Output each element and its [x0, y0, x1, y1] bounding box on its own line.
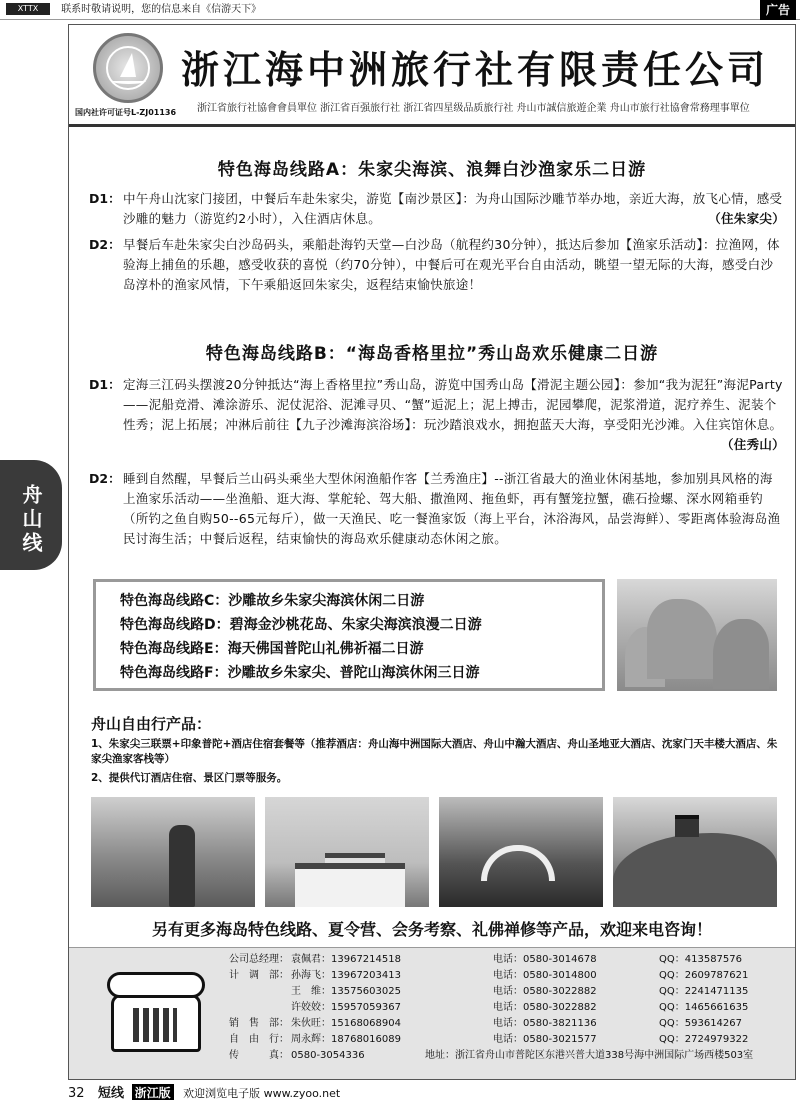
- ad-label: 广告: [760, 0, 796, 20]
- contact-role: 自 由 行：: [229, 1034, 289, 1045]
- guanyin-statue-photo: [91, 797, 255, 907]
- route-a-title: 特色海岛线路A：朱家尖海滨、浪舞白沙渔家乐二日游: [217, 160, 647, 180]
- contact-tel: 电话：0580-3021577: [493, 1034, 597, 1045]
- company-name: 浙江海中洲旅行社有限责任公司: [181, 48, 770, 92]
- telephone-icon: [107, 964, 207, 1060]
- contact-role: 公司总经理：: [229, 954, 289, 965]
- section-tag: 短线: [98, 1086, 125, 1100]
- contact-qq: QQ：2241471135: [659, 986, 749, 997]
- top-strip: [0, 0, 800, 20]
- day-label: D1：: [89, 191, 121, 206]
- day-text: 睡到自然醒，早餐后兰山码头乘坐大型休闲渔船作客【兰秀渔庄】--浙江省最大的渔业休闲基地，参加别具风格的海上渔家乐活动——坐渔船、逛大海、掌舵轮、驾大船、撒渔网、拖鱼虾，再有蟹笼拉蟹，礁石捡螺、深水网箱垂钓（所钓之鱼自购50--65元每斤），做一天渔民、吃一餐渔家饭（海上平台，沐浴海风，品尝海鲜）、零距离体验海岛渔民讨海生活；中餐后返程，结束愉快的海岛欢乐健康动态休闲之旅。: [123, 471, 781, 546]
- closing-slogan: 另有更多海岛特色线路、夏令营、会务考察、礼佛禅修等产品，欢迎来电咨询！: [151, 920, 712, 939]
- edition-tag: 浙江版: [132, 1084, 174, 1100]
- route-d: 特色海岛线路D：碧海金沙桃花岛、朱家尖海滨浪漫二日游: [120, 617, 482, 633]
- route-a-day1: [89, 189, 789, 233]
- route-b-day1: [89, 375, 789, 479]
- company-emblem-icon: [93, 33, 163, 103]
- page-number: 32: [68, 1086, 85, 1100]
- stay-location: （住朱家尖）: [708, 211, 785, 226]
- ad-frame: [68, 24, 796, 1080]
- contact-tel: 电话：0580-3022882: [493, 986, 597, 997]
- route-a-day2: [89, 235, 789, 319]
- free-travel-title: 舟山自由行产品：: [91, 715, 212, 733]
- contact-row: [229, 1032, 789, 1047]
- route-b-title: 特色海岛线路B：“海岛香格里拉”秀山岛欢乐健康二日游: [205, 344, 659, 364]
- route-b-day2: [89, 469, 789, 573]
- footer-text: 欢迎浏览电子版 www.zyoo.net: [183, 1087, 341, 1100]
- association-list: 浙江省旅行社協會會員單位 浙江省百强旅行社 浙江省四星级品质旅行社 舟山市誠信旅遊企業 舟山市旅行社協會常務理事單位: [197, 103, 750, 114]
- page-footer: [68, 1082, 340, 1100]
- routes-cf-box: [93, 579, 605, 691]
- top-notice: 联系时敬请说明，您的信息来自《信游天下》: [61, 4, 262, 15]
- contact-panel: [69, 947, 795, 1079]
- contact-row: [229, 1000, 789, 1015]
- company-header: [69, 25, 795, 127]
- magazine-logo: XTTX: [6, 3, 50, 15]
- contact-tel: 电话：0580-3022882: [493, 1002, 597, 1013]
- contact-row: [229, 1048, 789, 1063]
- contact-qq: QQ：2724979322: [659, 1034, 749, 1045]
- contact-name: 周永辉：18768016089: [291, 1034, 401, 1045]
- day-text: 定海三江码头摆渡20分钟抵达“海上香格里拉”秀山岛，游览中国秀山岛【滑泥主题公园】：参加“我为泥狂”海泥Party——泥船竞滑、滩涂游乐、泥仗泥浴、泥滩寻贝、“蟹”逅泥上；泥上搏击，泥园攀爬，泥浆滑道，泥疗养生、泥装个性秀；泥上拓展；冲淋后前往【九子沙滩海滨浴场】：玩沙踏浪戏水，拥抱蓝天大海，享受阳光沙滩。入住宾馆休息。: [123, 377, 783, 432]
- fax-number: 0580-3054336: [291, 1050, 365, 1061]
- day-text: 早餐后车赴朱家尖白沙岛码头，乘船赴海钓天堂—白沙岛（航程约30分钟），抵达后参加【渔家乐活动】：拉渔网，体验海上捕鱼的乐趣，感受收获的喜悦（约70分钟），中餐后可在观光平台自由活动，眺望一望无际的大海，感受白沙岛淳朴的渔家风情，下午乘船返回朱家尖，返程结束愉快旅途！: [123, 237, 780, 292]
- day-label: D2：: [89, 237, 121, 252]
- company-address: 地址：浙江省舟山市普陀区东港兴普大道338号海中洲国际广场西楼503室: [425, 1050, 754, 1061]
- stay-location: （住秀山）: [720, 437, 785, 452]
- contact-tel: 电话：0580-3821136: [493, 1018, 597, 1029]
- route-c: 特色海岛线路C：沙雕故乡朱家尖海滨休闲二日游: [120, 593, 425, 609]
- contact-row: [229, 1016, 789, 1031]
- contact-qq: QQ：1465661635: [659, 1002, 749, 1013]
- contact-name: 王 维：13575603025: [291, 986, 401, 997]
- day-text: 中午舟山沈家门接团，中餐后车赴朱家尖，游览【南沙景区】：为舟山国际沙雕节举办地，亲近大海，放飞心情，感受沙雕的魅力（游览约2小时），入住酒店休息。: [123, 191, 783, 226]
- arch-bridge-photo: [439, 797, 603, 907]
- day-label: D1：: [89, 377, 121, 392]
- free-travel-item-1: 1、朱家尖三联票+印象普陀+酒店住宿套餐等（推荐酒店：舟山海中洲国际大酒店、舟山中瀚大酒店、舟山圣地亚大酒店、沈家门天丰楼大酒店、朱家尖渔家客栈等）: [91, 738, 778, 765]
- contact-row: [229, 968, 789, 983]
- sand-sculpture-photo: [617, 579, 777, 691]
- contact-row: [229, 984, 789, 999]
- contact-role: 传 真：: [229, 1050, 289, 1061]
- contact-role: 销 售 部：: [229, 1018, 289, 1029]
- route-e: 特色海岛线路E：海天佛国普陀山礼佛祈福二日游: [120, 641, 424, 657]
- day-label: D2：: [89, 471, 121, 486]
- old-town-photo: [265, 797, 429, 907]
- contact-tel: 电话：0580-3014678: [493, 954, 597, 965]
- contact-row: [229, 952, 789, 967]
- contact-name: 袁佩君：13967214518: [291, 954, 401, 965]
- side-tab: 舟山线: [0, 460, 62, 570]
- license-number: 国内社许可证号L-ZJ01136: [75, 108, 177, 117]
- free-travel-item-2: 2、提供代订酒店住宿、景区门票等服务。: [91, 772, 288, 784]
- route-f: 特色海岛线路F：沙雕故乡朱家尖、普陀山海滨休闲三日游: [120, 665, 480, 681]
- contact-role: 计 调 部：: [229, 970, 289, 981]
- contact-name: 许姣姣：15957059367: [291, 1002, 401, 1013]
- contact-qq: QQ：2609787621: [659, 970, 749, 981]
- contact-name: 孙海飞：13967203413: [291, 970, 401, 981]
- island-temple-photo: [613, 797, 777, 907]
- contact-qq: QQ：593614267: [659, 1018, 743, 1029]
- contact-tel: 电话：0580-3014800: [493, 970, 597, 981]
- contact-qq: QQ：413587576: [659, 954, 743, 965]
- contact-name: 朱伙旺：15168068904: [291, 1018, 401, 1029]
